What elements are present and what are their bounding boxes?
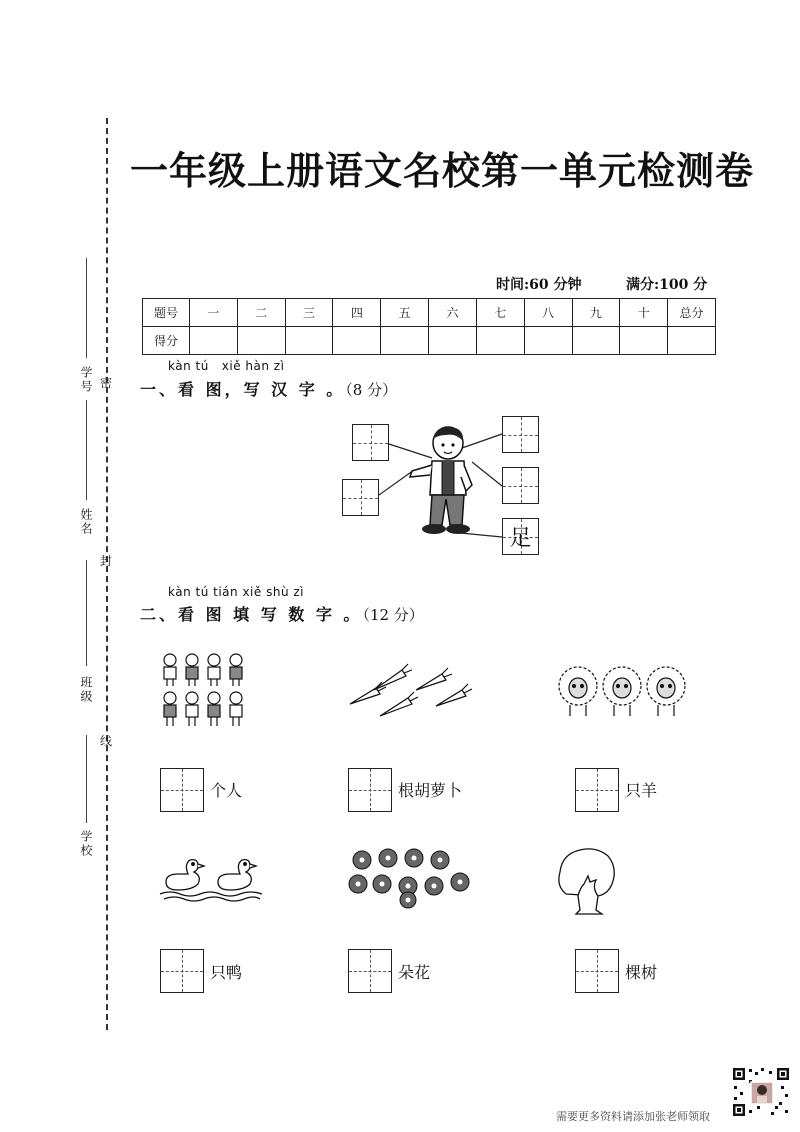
seal-char-feng: 封 xyxy=(100,554,113,568)
label-ducks: 只鸭 xyxy=(210,963,243,982)
field-student-id-label: 学号 xyxy=(79,366,93,394)
carrots-illustration xyxy=(346,660,476,720)
col-6: 六 xyxy=(429,299,477,327)
col-9: 九 xyxy=(572,299,620,327)
given-char-foot: 足 xyxy=(509,526,532,551)
label-trees: 棵树 xyxy=(625,963,658,982)
row-label-score: 得分 xyxy=(143,327,190,355)
col-7: 七 xyxy=(476,299,524,327)
boy-illustration xyxy=(406,425,486,540)
seal-char-mi: 密 xyxy=(100,376,113,390)
label-carrots: 根胡萝卜 xyxy=(398,781,463,800)
col-8: 八 xyxy=(524,299,572,327)
children-illustration xyxy=(158,650,248,730)
col-2: 二 xyxy=(237,299,285,327)
answer-box-carrots[interactable] xyxy=(348,768,392,812)
col-1: 一 xyxy=(190,299,238,327)
answer-box-flowers[interactable] xyxy=(348,949,392,993)
col-3: 三 xyxy=(285,299,333,327)
answer-box-trees[interactable] xyxy=(575,949,619,993)
field-class-label: 班级 xyxy=(79,676,93,704)
section2-heading-text: 二、看 图 填 写 数 字 。 xyxy=(140,605,363,624)
write-box-foot xyxy=(502,518,539,555)
label-people: 个人 xyxy=(210,781,243,800)
answer-box-sheep[interactable] xyxy=(575,768,619,812)
tree-illustration xyxy=(556,846,618,916)
label-flowers: 朵花 xyxy=(398,963,431,982)
section2-points: （12 分） xyxy=(362,606,424,624)
col-4: 四 xyxy=(333,299,381,327)
ducks-illustration xyxy=(158,852,264,902)
field-school-label: 学校 xyxy=(79,830,93,858)
write-box-ear[interactable] xyxy=(352,424,389,461)
label-sheep: 只羊 xyxy=(625,781,658,800)
answer-box-ducks[interactable] xyxy=(160,949,204,993)
answer-box-people[interactable] xyxy=(160,768,204,812)
field-name-label: 姓名 xyxy=(79,508,93,536)
footer-note: 需要更多资料请添加张老师领取 xyxy=(556,1110,710,1123)
section1-points: （8 分） xyxy=(345,381,398,399)
section1-heading-text: 一、看 图，写 汉 字 。 xyxy=(140,380,346,399)
col-5: 五 xyxy=(381,299,429,327)
col-10: 十 xyxy=(620,299,668,327)
row-label-question: 题号 xyxy=(143,299,190,327)
flowers-illustration xyxy=(350,848,475,910)
seal-char-xian: 线 xyxy=(100,734,113,748)
sheep-illustration xyxy=(556,662,690,720)
qr-code-icon xyxy=(731,1066,791,1118)
section2-pinyin: kàn tú tián xiě shù zì xyxy=(168,585,304,599)
exam-time: 时间:60 分钟 xyxy=(496,277,582,293)
col-total: 总分 xyxy=(668,299,716,327)
write-box-hand[interactable] xyxy=(342,479,379,516)
section1-pinyin: kàn tú xiě hàn zì xyxy=(168,359,285,373)
write-box-eye[interactable] xyxy=(502,416,539,453)
full-score: 满分:100 分 xyxy=(626,277,708,293)
write-box-mouth[interactable] xyxy=(502,467,539,504)
section2-heading xyxy=(140,602,424,625)
page-title: 一年级上册语文名校第一单元检测卷 xyxy=(130,149,755,193)
